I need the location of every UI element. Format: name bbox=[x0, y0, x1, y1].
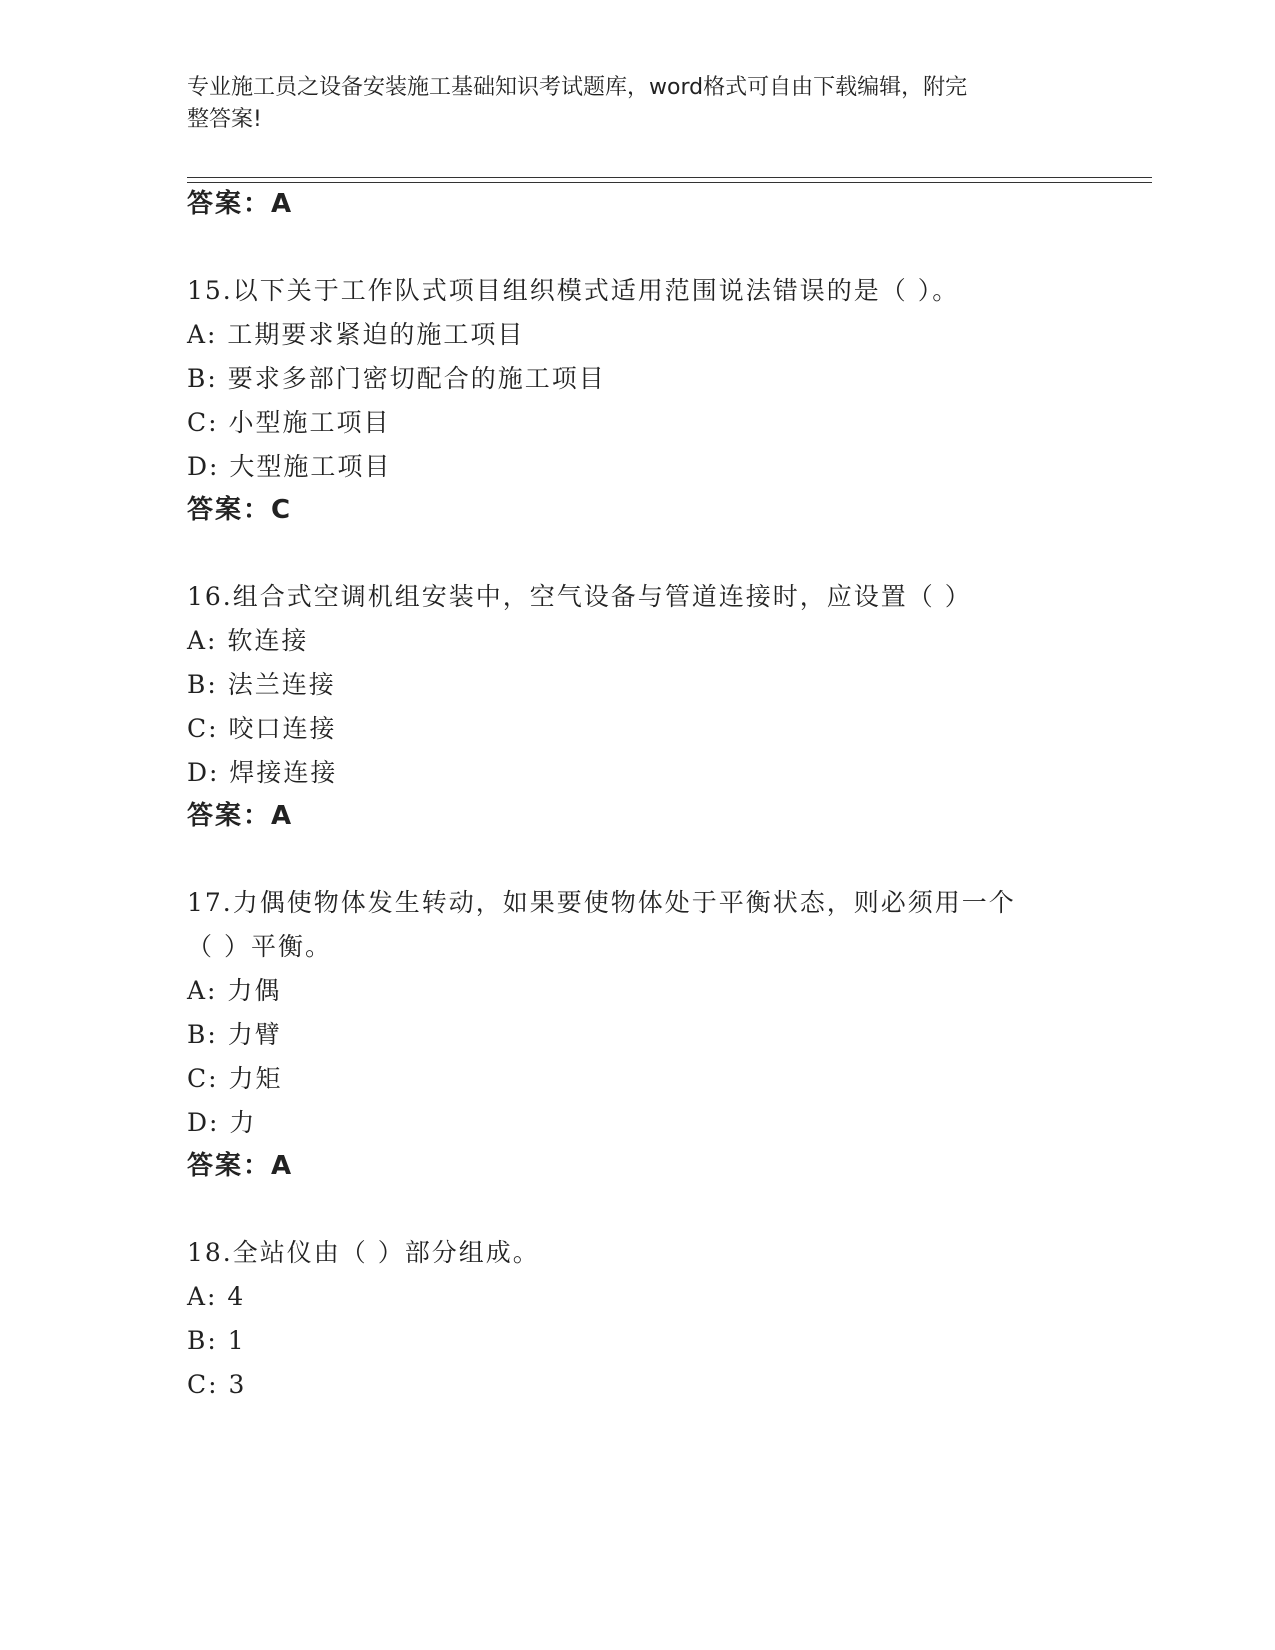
question-15-answer: 答案：C bbox=[187, 495, 293, 525]
question-16-answer: 答案：A bbox=[187, 801, 294, 831]
question-18-stem: 18.全站仪由（ ）部分组成。 bbox=[187, 1238, 540, 1267]
question-17-stem-line-1: 17.力偶使物体发生转动，如果要使物体处于平衡状态，则必须用一个 bbox=[187, 888, 1016, 917]
question-18-option-c: C: 3 bbox=[187, 1370, 247, 1399]
question-17-answer: 答案：A bbox=[187, 1151, 294, 1181]
question-17-option-d: D: 力 bbox=[187, 1108, 257, 1137]
question-16-option-d: D: 焊接连接 bbox=[187, 758, 338, 787]
question-16-option-b: B: 法兰连接 bbox=[187, 670, 336, 699]
question-16-stem: 16.组合式空调机组安装中，空气设备与管道连接时，应设置（ ） bbox=[187, 582, 972, 611]
question-15-option-d: D: 大型施工项目 bbox=[187, 452, 392, 481]
question-16-option-c: C: 咬口连接 bbox=[187, 714, 337, 743]
header-divider-bottom bbox=[187, 182, 1152, 183]
question-17-option-b: B: 力臂 bbox=[187, 1020, 282, 1049]
question-18-option-b: B: 1 bbox=[187, 1326, 246, 1355]
previous-answer: 答案：A bbox=[187, 189, 294, 219]
question-17-option-a: A: 力偶 bbox=[187, 976, 282, 1005]
question-17-stem-line-2: （ ）平衡。 bbox=[187, 932, 332, 961]
question-15-option-b: B: 要求多部门密切配合的施工项目 bbox=[187, 364, 606, 393]
question-15-option-c: C: 小型施工项目 bbox=[187, 408, 391, 437]
document-header bbox=[187, 72, 1057, 136]
question-16-option-a: A: 软连接 bbox=[187, 626, 309, 655]
header-line-2: 整答案! bbox=[187, 107, 262, 132]
question-17-option-c: C: 力矩 bbox=[187, 1064, 283, 1093]
question-15-stem: 15.以下关于工作队式项目组织模式适用范围说法错误的是（ ）。 bbox=[187, 276, 960, 305]
question-18-option-a: A: 4 bbox=[187, 1282, 246, 1311]
header-divider-top bbox=[187, 177, 1152, 178]
header-line-1: 专业施工员之设备安装施工基础知识考试题库，word格式可自由下载编辑，附完 bbox=[187, 75, 968, 100]
question-15-option-a: A: 工期要求紧迫的施工项目 bbox=[187, 320, 525, 349]
